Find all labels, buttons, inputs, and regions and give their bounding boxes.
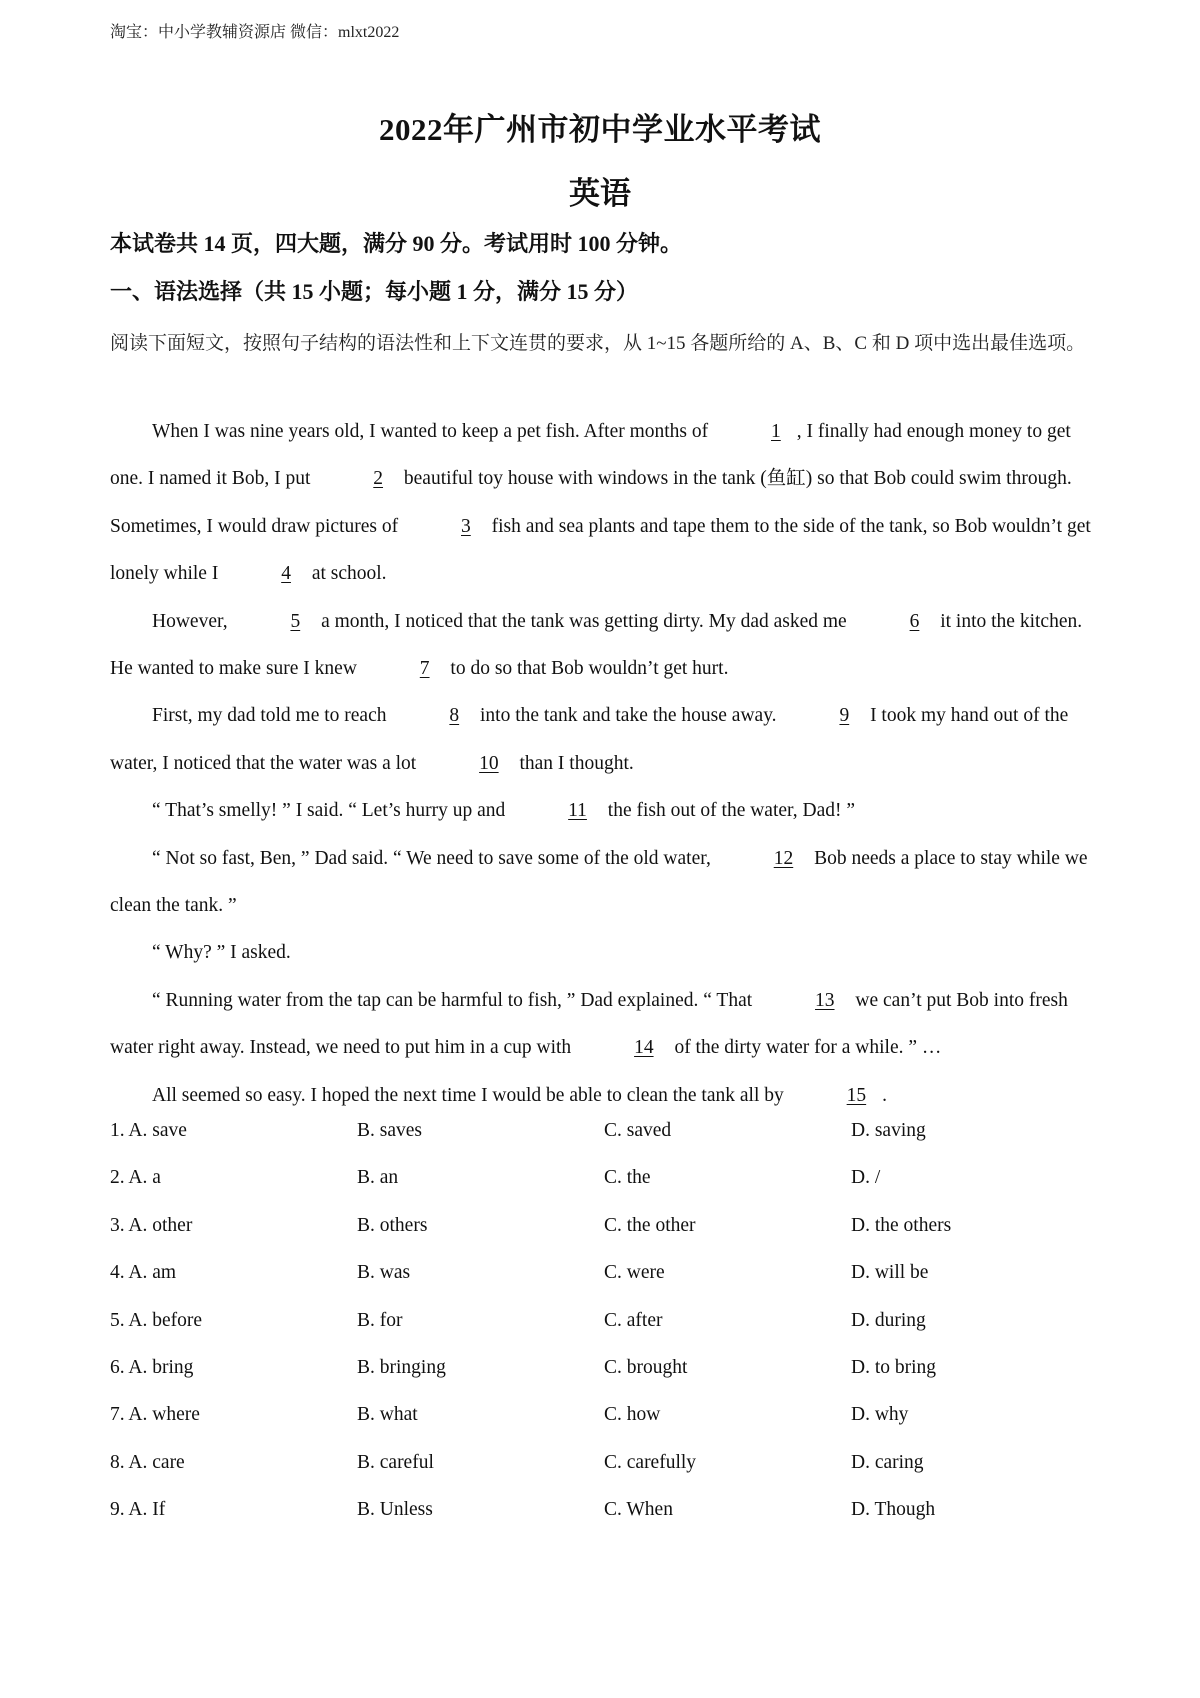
- passage-text: First, my dad told me to reach: [152, 705, 392, 727]
- passage-paragraph: [110, 1072, 1100, 1119]
- question-row: [110, 1120, 1100, 1167]
- passage-text: into the tank and take the house away.: [475, 705, 782, 727]
- option-b: B. what: [357, 1404, 418, 1426]
- passage-paragraph: [110, 929, 1100, 976]
- option-b: B. was: [357, 1262, 411, 1284]
- option-d: D. during: [851, 1309, 926, 1331]
- options-list: [110, 1120, 1100, 1547]
- passage-paragraph: [110, 408, 1100, 598]
- question-row: [110, 1499, 1100, 1546]
- blank-2: 2: [373, 468, 384, 490]
- option-a: 8. A. care: [110, 1451, 185, 1473]
- exam-info: 本试卷共 14 页，四大题，满分 90 分。考试用时 100 分钟。: [110, 231, 683, 256]
- option-b: B. saves: [357, 1120, 422, 1141]
- blank-3: 3: [461, 515, 471, 537]
- question-row: [110, 1215, 1100, 1262]
- question-row: [110, 1310, 1100, 1357]
- option-d: D. the others: [851, 1214, 952, 1236]
- passage-text: to do so that Bob wouldn’t get hurt.: [445, 658, 729, 680]
- passage-text: I took my hand out of the water, I noticed that the water was a lot: [110, 705, 1069, 774]
- passage-text: “ Running water from the tap can be harmful to fish, ” Dad explained. “ That: [152, 989, 758, 1011]
- option-c: C. the: [604, 1167, 651, 1189]
- option-d: D. will be: [851, 1262, 929, 1284]
- option-d: D. saving: [851, 1120, 926, 1141]
- passage-text: “ Not so fast, Ben, ” Dad said. “ We need to save some of the old water,: [152, 847, 716, 869]
- option-d: D. /: [851, 1167, 881, 1189]
- option-b: B. bringing: [357, 1356, 446, 1378]
- blank-14: 14: [634, 1037, 654, 1059]
- question-row: [110, 1452, 1100, 1499]
- blank-12: 12: [773, 847, 794, 869]
- option-c: C. the other: [604, 1214, 696, 1236]
- blank-13: 13: [815, 989, 835, 1011]
- option-a: 5. A. before: [110, 1309, 203, 1331]
- option-b: B. Unless: [357, 1499, 433, 1521]
- passage-text: at school.: [306, 563, 387, 585]
- passage-text: it into the kitchen. He wanted to make sure I knew: [110, 610, 1083, 680]
- option-a: 6. A. bring: [110, 1356, 194, 1378]
- passage-text: fish and sea plants and tape them to the side of the tank, so Bob wouldn’t get lonely while I: [110, 515, 1091, 585]
- passage-text: Bob needs a place to stay while we clean the tank. ”: [110, 847, 1088, 917]
- question-row: [110, 1262, 1100, 1309]
- blank-9: 9: [839, 705, 850, 727]
- passage-text: “ That’s smelly! ” I said. “ Let’s hurry up and: [152, 800, 511, 822]
- passage-text: we can’t put Bob into fresh water right away. Instead, we need to put him in a cup with: [110, 989, 1068, 1059]
- passage-paragraph: [110, 835, 1100, 930]
- blank-6: 6: [909, 610, 920, 632]
- blank-1: 1: [771, 421, 781, 442]
- blank-11: 11: [568, 800, 587, 822]
- passage-text: All seemed so easy. I hoped the next time I would be able to clean the tank all by: [152, 1084, 789, 1106]
- passage-text: a month, I noticed that the tank was getting dirty. My dad asked me: [316, 610, 852, 632]
- section-title: 一、语法选择（共 15 小题；每小题 1 分，满分 15 分）: [110, 279, 639, 304]
- passage-text: “ Why? ” I asked.: [152, 942, 291, 964]
- option-b: B. careful: [357, 1451, 434, 1473]
- option-a: 1. A. save: [110, 1120, 187, 1141]
- option-c: C. how: [604, 1404, 661, 1426]
- instructions: 阅读下面短文，按照句子结构的语法性和上下文连贯的要求，从 1~15 各题所给的 A、B、C 和 D 项中选出最佳选项。: [110, 333, 1086, 354]
- passage-text: of the dirty water for a while. ” …: [669, 1037, 942, 1059]
- passage-text: than I thought.: [514, 752, 634, 774]
- passage-paragraph: [110, 787, 1100, 834]
- subject-title: 英语: [569, 176, 631, 211]
- option-d: D. caring: [851, 1451, 924, 1473]
- option-c: C. brought: [604, 1356, 688, 1378]
- blank-4: 4: [281, 563, 291, 585]
- question-row: [110, 1404, 1100, 1451]
- passage-paragraph: [110, 692, 1100, 787]
- option-a: 3. A. other: [110, 1214, 193, 1236]
- exam-title: 2022年广州市初中学业水平考试: [379, 112, 821, 147]
- passage-text: , I finally had enough money to get one. I named it Bob, I put: [110, 421, 1071, 490]
- passage-text: the fish out of the water, Dad! ”: [602, 800, 856, 822]
- option-b: B. for: [357, 1309, 403, 1331]
- passage-text: When I was nine years old, I wanted to keep a pet fish. After months of: [152, 421, 714, 442]
- question-row: [110, 1167, 1100, 1214]
- question-row: [110, 1357, 1100, 1404]
- option-c: C. carefully: [604, 1451, 697, 1473]
- passage-paragraph: [110, 977, 1100, 1072]
- option-a: 9. A. If: [110, 1499, 166, 1521]
- option-a: 7. A. where: [110, 1404, 200, 1426]
- option-b: B. others: [357, 1214, 428, 1236]
- option-c: C. after: [604, 1309, 663, 1331]
- option-c: C. saved: [604, 1120, 672, 1141]
- option-a: 2. A. a: [110, 1167, 161, 1189]
- passage-text: However,: [152, 610, 233, 632]
- blank-15: 15: [846, 1084, 867, 1106]
- option-b: B. an: [357, 1167, 399, 1189]
- blank-7: 7: [419, 658, 430, 680]
- passage-paragraph: [110, 598, 1100, 693]
- passage-text: .: [882, 1084, 888, 1106]
- header-note: 淘宝：中小学教辅资源店 微信：mlxt2022: [110, 24, 400, 41]
- passage-text: beautiful toy house with windows in the tank (鱼缸) so that Bob could swim through. Sometimes, I would draw pictures of: [110, 468, 1072, 537]
- blank-5: 5: [290, 610, 301, 632]
- option-d: D. to bring: [851, 1356, 937, 1378]
- option-d: D. why: [851, 1404, 909, 1426]
- option-d: D. Though: [851, 1499, 936, 1521]
- blank-10: 10: [479, 752, 499, 774]
- option-c: C. were: [604, 1262, 665, 1284]
- option-c: C. When: [604, 1499, 673, 1521]
- passage: [110, 408, 1100, 1119]
- blank-8: 8: [449, 705, 460, 727]
- option-a: 4. A. am: [110, 1262, 177, 1284]
